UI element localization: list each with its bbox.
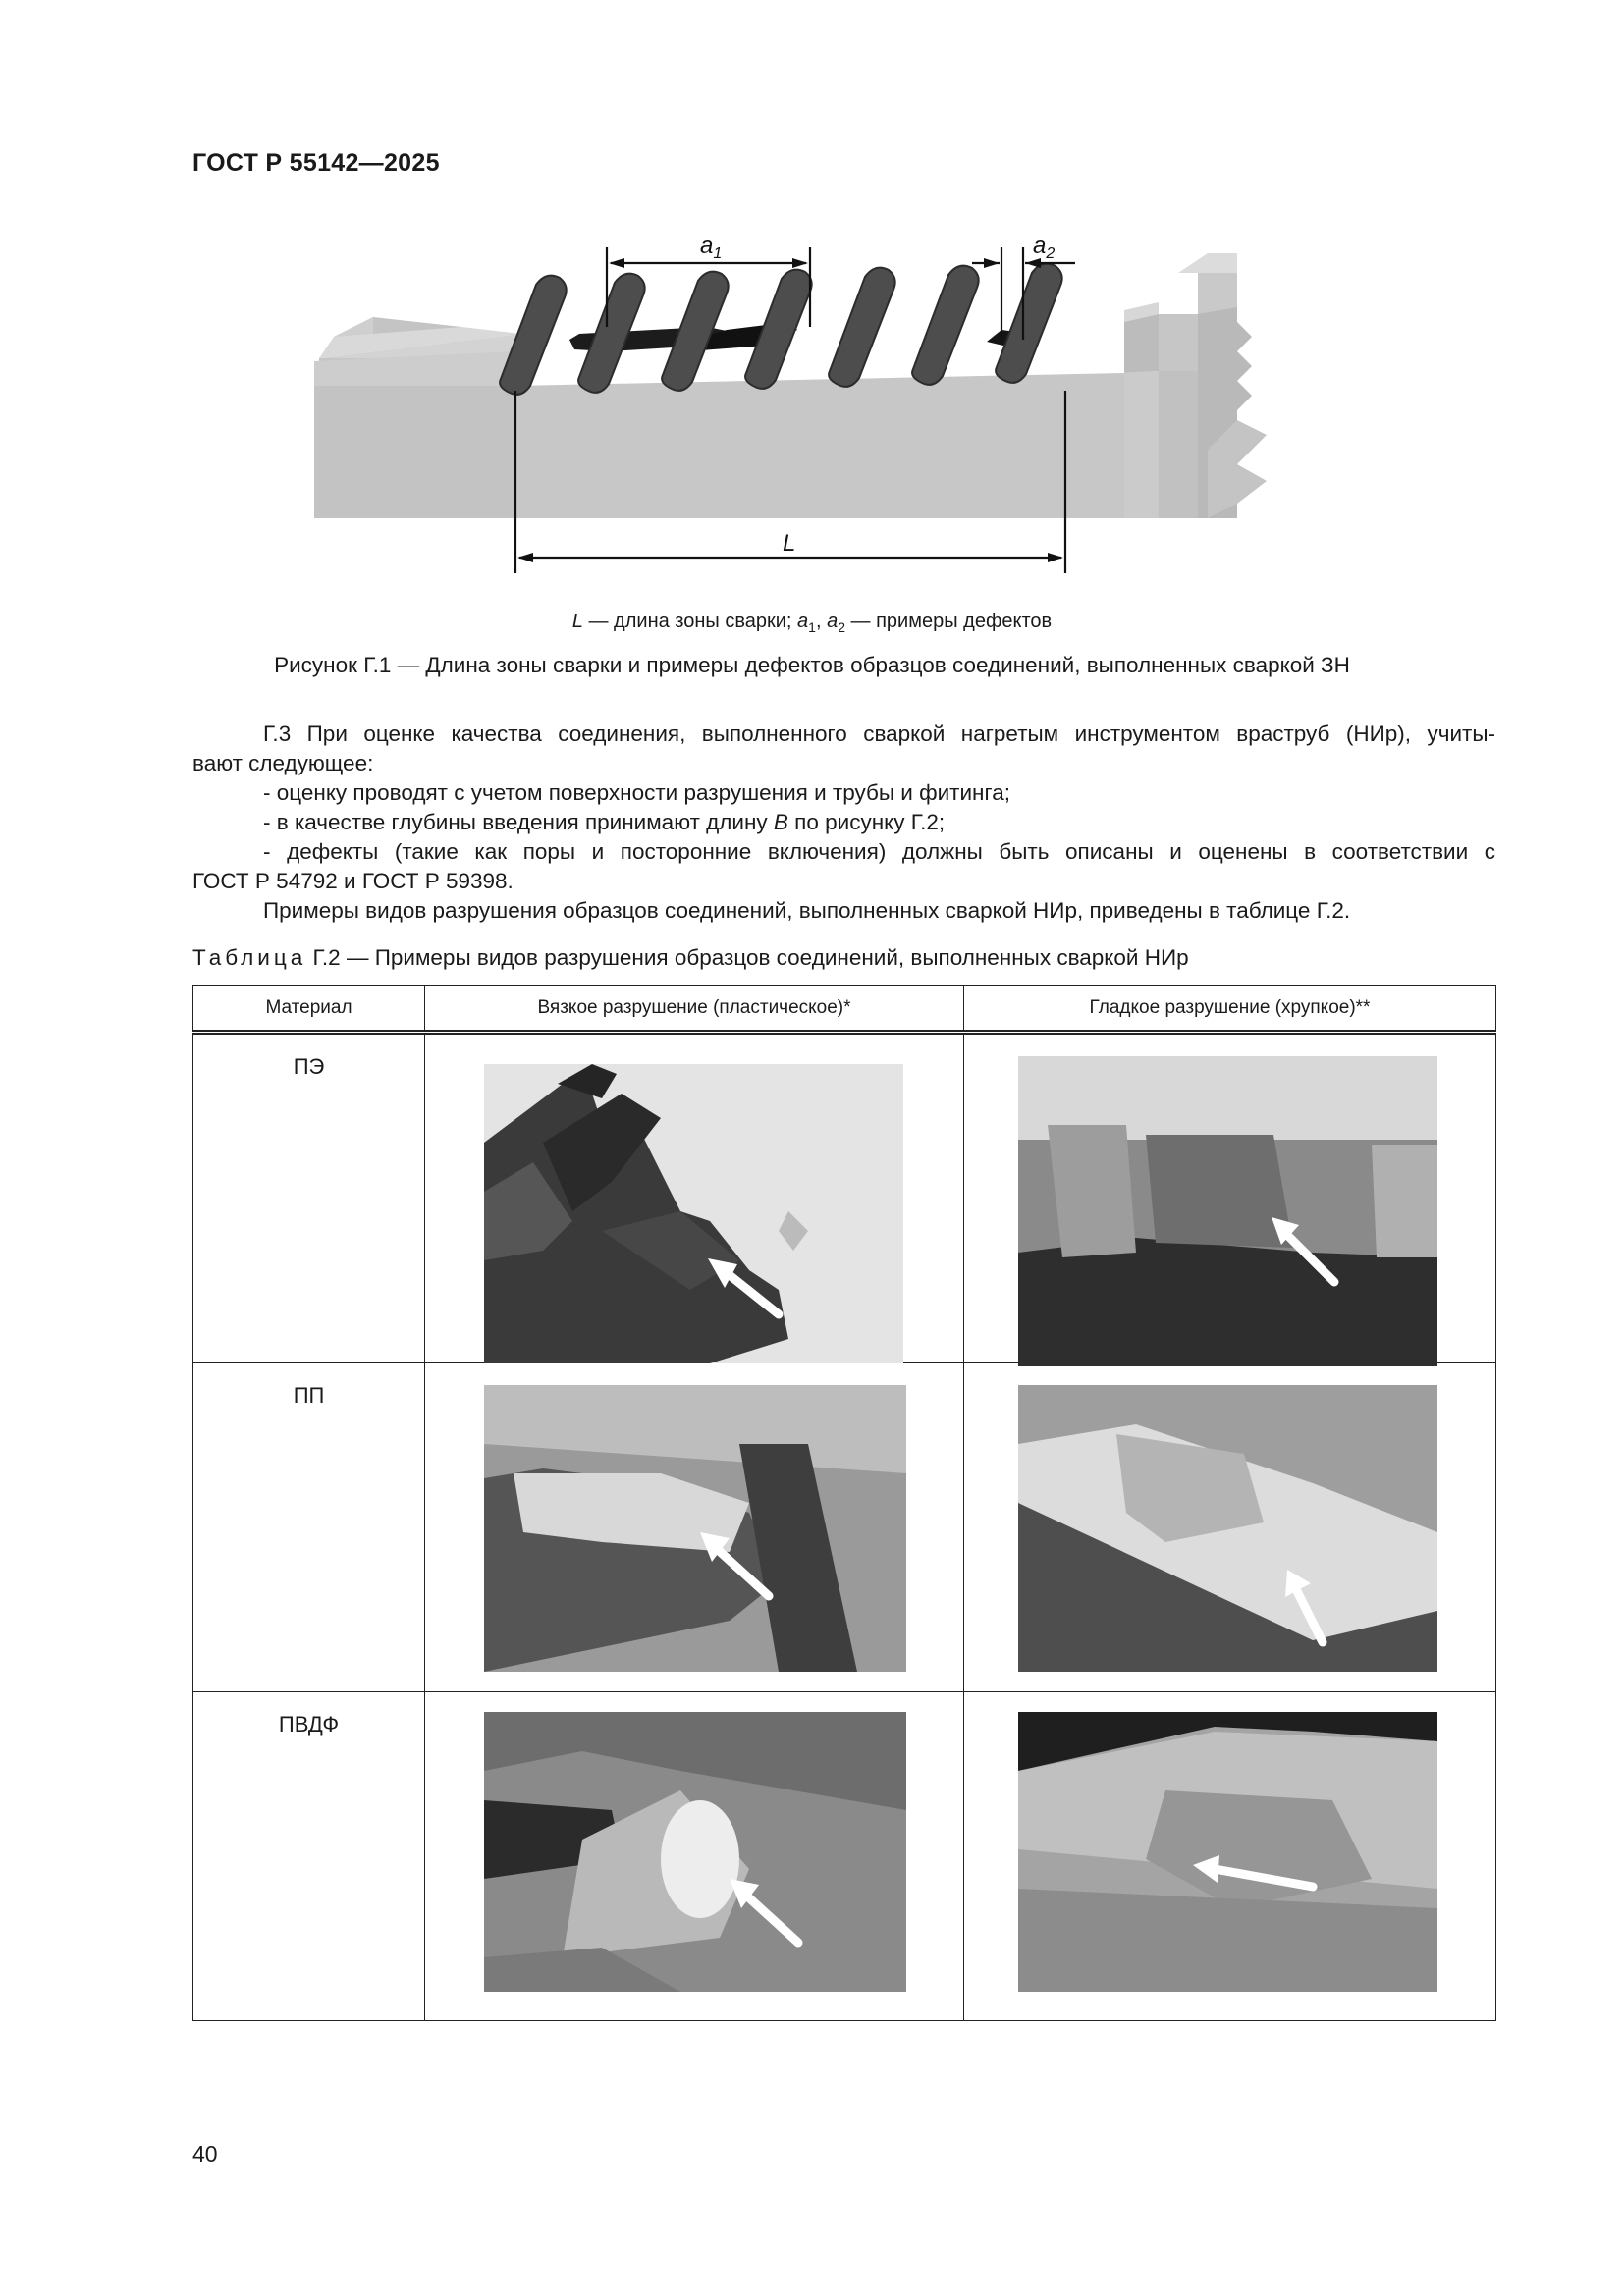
label-a2: $a_2$ — [1033, 233, 1056, 262]
fracture-types-table — [192, 985, 1496, 2021]
table-row — [193, 1692, 1496, 2021]
page-number: 40 — [192, 2141, 218, 2166]
bullet-item: - в качестве глубины введения принимают длину B по рисунку Г.2; — [263, 810, 946, 834]
column-header-ductile: Вязкое разрушение (пластическое)* — [425, 986, 964, 1033]
column-header-material: Материал — [193, 986, 425, 1033]
photo-cell — [964, 1363, 1496, 1692]
bullet-item: - оценку проводят с учетом поверхности разрушения и трубы и фитинга; — [263, 780, 1010, 805]
label-L: L — [783, 530, 796, 557]
pvdf-ductile-photo — [484, 1712, 906, 1992]
pp-ductile-photo — [484, 1385, 906, 1672]
table-row — [193, 1363, 1496, 1692]
pe-brittle-photo — [1018, 1056, 1437, 1366]
table-row — [193, 1033, 1496, 1363]
figure-legend: L — длина зоны сварки; $a_1$, $a_2$ — примеры дефектов — [571, 611, 1053, 635]
section-paragraph-line1: Г.3 При оценке качества соединения, выполненного сваркой нагретым инструментом враструб (НИр), учиты- — [263, 721, 1495, 746]
photo-cell — [964, 1692, 1496, 2021]
figure-caption: Рисунок Г.1 — Длина зоны сварки и примеры дефектов образцов соединений, выполненных сваркой ЗН — [274, 653, 1350, 677]
photo-cell — [425, 1692, 964, 2021]
pp-brittle-photo — [1018, 1385, 1437, 1672]
photo-cell — [425, 1033, 964, 1363]
table-title: Таблица Г.2 — Примеры видов разрушения образцов соединений, выполненных сваркой НИр — [192, 945, 1189, 970]
material-cell: ПП — [193, 1363, 425, 1692]
column-header-brittle: Гладкое разрушение (хрупкое)** — [964, 986, 1496, 1033]
photo-cell — [425, 1363, 964, 1692]
label-a1: $a_1$ — [700, 233, 723, 262]
material-cell: ПВДФ — [193, 1692, 425, 2021]
photo-cell — [964, 1033, 1496, 1363]
bullet-item: - дефекты (такие как поры и посторонние включения) должны быть описаны и оценены в соответствии с — [263, 839, 1495, 864]
section-paragraph-line2: вают следующее: — [192, 751, 374, 775]
bullet-item-continuation: ГОСТ Р 54792 и ГОСТ Р 59398. — [192, 869, 514, 893]
material-cell: ПЭ — [193, 1033, 425, 1363]
closing-paragraph: Примеры видов разрушения образцов соединений, выполненных сваркой НИр, приведены в таблице Г.2. — [263, 898, 1351, 923]
document-header: ГОСТ Р 55142—2025 — [192, 149, 440, 177]
weld-zone-diagram — [295, 224, 1394, 577]
pvdf-brittle-photo — [1018, 1712, 1437, 1992]
pe-ductile-photo — [484, 1064, 903, 1363]
